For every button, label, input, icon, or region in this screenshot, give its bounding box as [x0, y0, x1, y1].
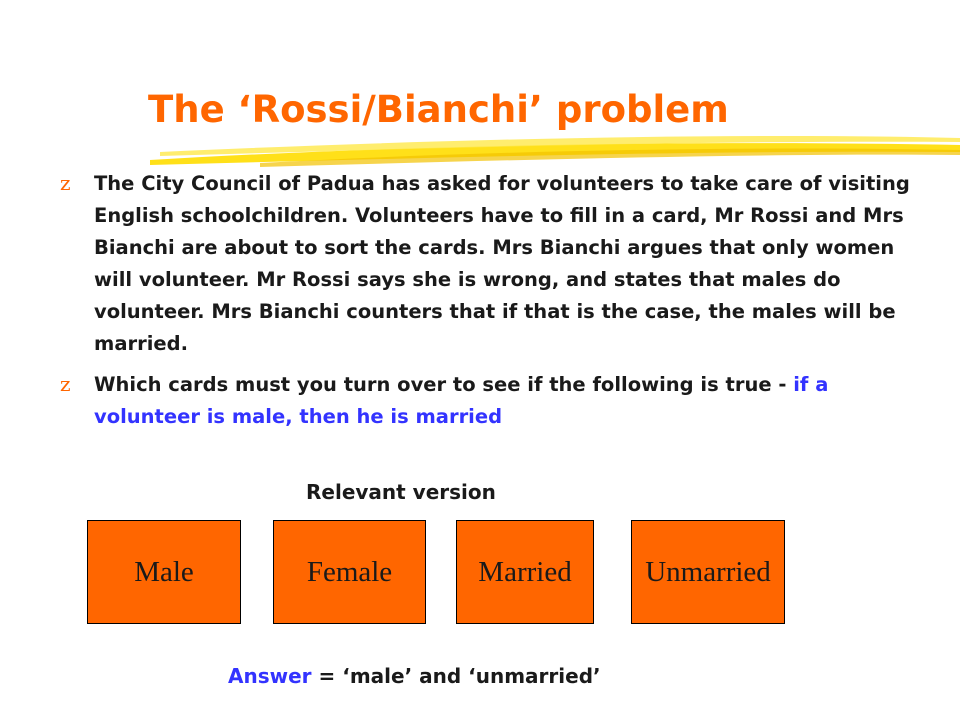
bullet-list — [60, 168, 910, 442]
card-male[interactable]: Male — [87, 520, 241, 624]
question-prefix: Which cards must you turn over to see if the following is true - — [94, 373, 794, 396]
bullet-marker-icon: z — [60, 171, 71, 195]
answer-label: Answer — [228, 664, 312, 688]
answer-text: = ‘male’ and ‘unmarried’ — [311, 664, 601, 688]
card-married[interactable]: Married — [456, 520, 594, 624]
page-title: The ‘Rossi/Bianchi’ problem — [148, 88, 729, 131]
bullet-item-question — [60, 369, 910, 433]
question-text — [94, 369, 910, 433]
question-rule: if a volunteer is male, then he is married — [94, 373, 829, 428]
answer-line — [228, 664, 601, 688]
card-unmarried[interactable]: Unmarried — [631, 520, 785, 624]
bullet-marker-icon: z — [60, 372, 71, 396]
card-female[interactable]: Female — [273, 520, 426, 624]
scenario-text: The City Council of Padua has asked for volunteers to take care of visiting English schoolchildren. Volunteers have to fill in a card, Mr Rossi and Mrs Bianchi are about to sort the cards. Mrs Bianchi argues that only women will volunteer. Mr Rossi says she is wrong, and states that males do volunteer. Mrs Bianchi counters that if that is the case, the males will be married. — [94, 172, 910, 355]
relevant-version-label: Relevant version — [306, 480, 496, 504]
bullet-item-scenario — [60, 168, 910, 360]
